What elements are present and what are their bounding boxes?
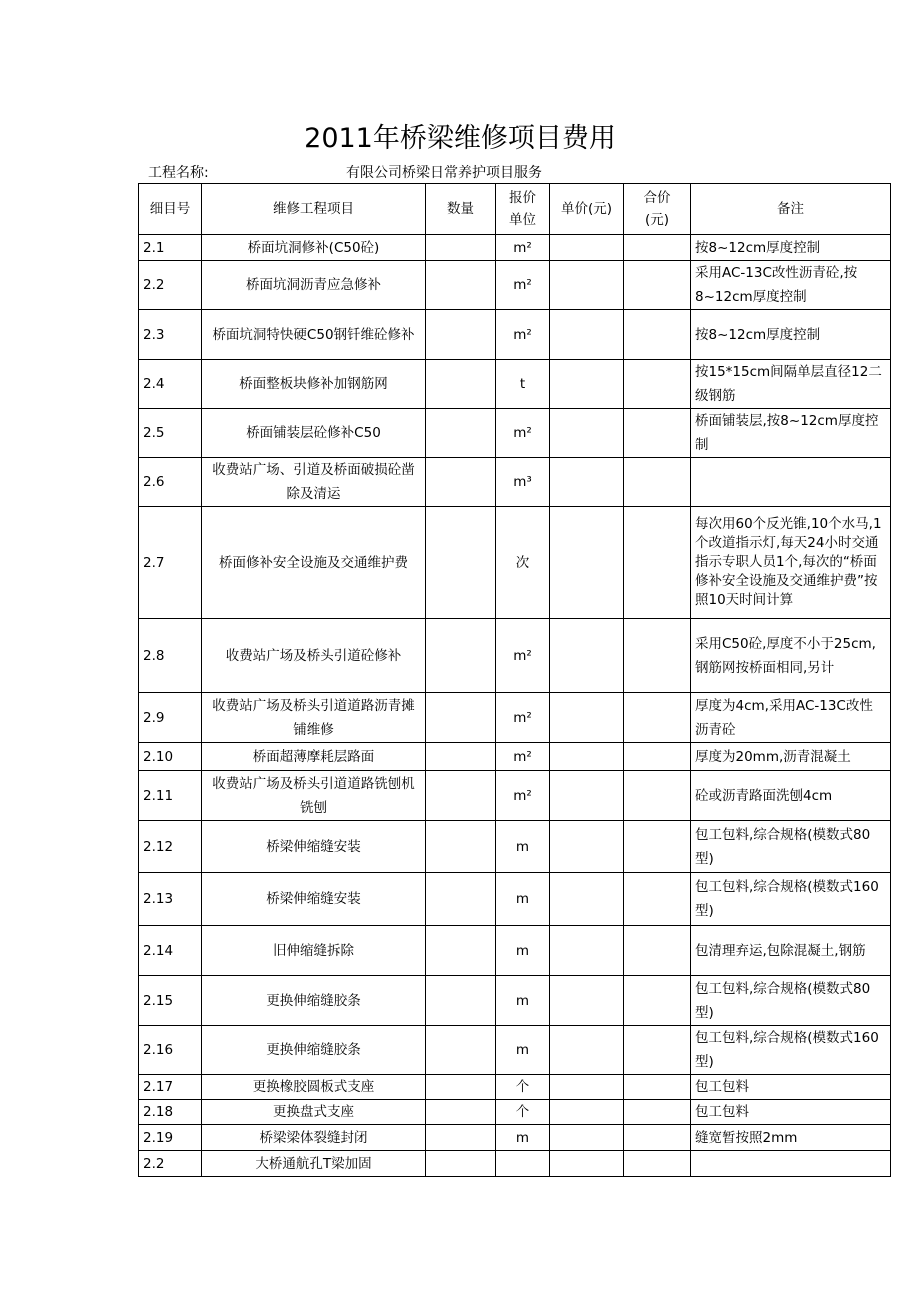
row-total	[624, 507, 691, 619]
header-unit-line1: 报价	[509, 190, 536, 206]
row-item: 收费站广场及桥头引道砼修补	[202, 619, 426, 693]
table-row	[139, 261, 891, 310]
row-note: 每次用60个反光锥,10个水马,1个改道指示灯,每天24小时交通指示专职人员1个,每次的“桥面修补安全设施及交通维护费”按照10天时间计算	[691, 507, 891, 619]
row-item: 收费站广场、引道及桥面破损砼凿除及清运	[202, 458, 426, 507]
row-id: 2.6	[139, 458, 202, 507]
row-item: 更换伸缩缝胶条	[202, 1026, 426, 1075]
table-row	[139, 771, 891, 821]
row-total	[624, 873, 691, 926]
row-id: 2.9	[139, 693, 202, 743]
row-price	[550, 771, 624, 821]
row-total	[624, 1125, 691, 1151]
row-price	[550, 1151, 624, 1177]
row-id: 2.4	[139, 360, 202, 409]
table-row	[139, 458, 891, 507]
row-unit: m	[496, 926, 550, 976]
row-qty	[426, 409, 496, 458]
row-qty	[426, 926, 496, 976]
header-unit-line2: 单位	[509, 212, 536, 228]
table-row	[139, 1026, 891, 1075]
row-note: 采用C50砼,厚度不小于25cm,钢筋网按桥面相同,另计	[691, 619, 891, 693]
table-row	[139, 1151, 891, 1177]
row-id: 2.16	[139, 1026, 202, 1075]
row-unit: m	[496, 1026, 550, 1075]
row-note: 包工包料	[691, 1100, 891, 1125]
header-price: 单价(元)	[550, 184, 624, 235]
row-item: 大桥通航孔T梁加固	[202, 1151, 426, 1177]
row-item: 桥面整板块修补加钢筋网	[202, 360, 426, 409]
row-id: 2.13	[139, 873, 202, 926]
row-total	[624, 310, 691, 360]
row-unit: 次	[496, 507, 550, 619]
row-note: 缝宽暂按照2mm	[691, 1125, 891, 1151]
row-qty	[426, 458, 496, 507]
cost-table	[138, 183, 891, 1177]
row-price	[550, 926, 624, 976]
row-item: 桥面超薄摩耗层路面	[202, 743, 426, 771]
row-note: 按8~12cm厚度控制	[691, 310, 891, 360]
row-item: 桥面铺装层砼修补C50	[202, 409, 426, 458]
row-total	[624, 976, 691, 1026]
row-unit: m²	[496, 693, 550, 743]
project-name-value: 有限公司桥梁日常养护项目服务	[346, 165, 542, 181]
row-qty	[426, 619, 496, 693]
row-price	[550, 235, 624, 261]
row-note: 包工包料,综合规格(模数式80型)	[691, 976, 891, 1026]
row-price	[550, 976, 624, 1026]
row-total	[624, 1100, 691, 1125]
row-price	[550, 409, 624, 458]
row-total	[624, 743, 691, 771]
row-qty	[426, 771, 496, 821]
table-row	[139, 976, 891, 1026]
table-row	[139, 1100, 891, 1125]
row-total	[624, 235, 691, 261]
header-id: 细目号	[139, 184, 202, 235]
row-total	[624, 409, 691, 458]
row-qty	[426, 1075, 496, 1100]
row-unit: m	[496, 976, 550, 1026]
page-title: 2011年桥梁维修项目费用	[304, 123, 616, 154]
row-item: 收费站广场及桥头引道道路铣刨机铣刨	[202, 771, 426, 821]
table-row	[139, 235, 891, 261]
row-qty	[426, 1026, 496, 1075]
row-unit: m²	[496, 261, 550, 310]
row-id: 2.2	[139, 261, 202, 310]
row-total	[624, 926, 691, 976]
row-unit: m²	[496, 310, 550, 360]
row-id: 2.17	[139, 1075, 202, 1100]
row-id: 2.8	[139, 619, 202, 693]
row-qty	[426, 1125, 496, 1151]
row-qty	[426, 873, 496, 926]
table-row	[139, 821, 891, 873]
row-id: 2.3	[139, 310, 202, 360]
header-qty: 数量	[426, 184, 496, 235]
row-id: 2.12	[139, 821, 202, 873]
row-item: 桥梁伸缩缝安装	[202, 873, 426, 926]
row-note: 包清理弃运,包除混凝土,钢筋	[691, 926, 891, 976]
table-row	[139, 926, 891, 976]
row-qty	[426, 1151, 496, 1177]
row-note: 厚度为20mm,沥青混凝土	[691, 743, 891, 771]
row-qty	[426, 976, 496, 1026]
row-total	[624, 693, 691, 743]
row-unit: t	[496, 360, 550, 409]
row-qty	[426, 310, 496, 360]
header-note: 备注	[691, 184, 891, 235]
row-unit: m²	[496, 771, 550, 821]
row-note: 按8~12cm厚度控制	[691, 235, 891, 261]
row-item: 桥面坑洞修补(C50砼)	[202, 235, 426, 261]
row-price	[550, 619, 624, 693]
row-price	[550, 458, 624, 507]
row-item: 桥梁伸缩缝安装	[202, 821, 426, 873]
row-note: 采用AC-13C改性沥青砼,按8~12cm厚度控制	[691, 261, 891, 310]
row-item: 更换橡胶圆板式支座	[202, 1075, 426, 1100]
row-note: 包工包料,综合规格(模数式160型)	[691, 1026, 891, 1075]
row-qty	[426, 360, 496, 409]
row-price	[550, 1125, 624, 1151]
row-price	[550, 1100, 624, 1125]
project-name-label: 工程名称:	[148, 165, 209, 181]
row-price	[550, 261, 624, 310]
row-total	[624, 619, 691, 693]
row-qty	[426, 1100, 496, 1125]
header-total-line1: 合价	[643, 190, 671, 206]
row-note: 包工包料	[691, 1075, 891, 1100]
header-item: 维修工程项目	[202, 184, 426, 235]
row-item: 桥面坑洞特快硬C50钢钎维砼修补	[202, 310, 426, 360]
header-total-line2: (元)	[644, 212, 670, 228]
row-total	[624, 1026, 691, 1075]
row-id: 2.5	[139, 409, 202, 458]
header-unit	[496, 184, 550, 235]
row-qty	[426, 743, 496, 771]
row-note: 厚度为4cm,采用AC-13C改性沥青砼	[691, 693, 891, 743]
row-price	[550, 1026, 624, 1075]
row-total	[624, 261, 691, 310]
table-row	[139, 693, 891, 743]
table-row	[139, 1075, 891, 1100]
row-unit: m²	[496, 619, 550, 693]
row-total	[624, 360, 691, 409]
row-price	[550, 360, 624, 409]
row-note: 包工包料,综合规格(模数式160型)	[691, 873, 891, 926]
table-row	[139, 507, 891, 619]
row-unit: m³	[496, 458, 550, 507]
row-qty	[426, 507, 496, 619]
row-item: 桥面坑洞沥青应急修补	[202, 261, 426, 310]
row-note: 桥面铺装层,按8~12cm厚度控制	[691, 409, 891, 458]
row-total	[624, 458, 691, 507]
row-id: 2.14	[139, 926, 202, 976]
row-item: 收费站广场及桥头引道道路沥青摊铺维修	[202, 693, 426, 743]
row-item: 更换盘式支座	[202, 1100, 426, 1125]
row-unit: m	[496, 821, 550, 873]
row-id: 2.18	[139, 1100, 202, 1125]
row-unit	[496, 1151, 550, 1177]
row-price	[550, 821, 624, 873]
row-unit: m	[496, 873, 550, 926]
row-price	[550, 693, 624, 743]
row-unit: m²	[496, 743, 550, 771]
row-unit: m²	[496, 235, 550, 261]
row-id: 2.11	[139, 771, 202, 821]
row-qty	[426, 821, 496, 873]
row-qty	[426, 235, 496, 261]
row-id: 2.2	[139, 1151, 202, 1177]
row-note: 包工包料,综合规格(模数式80型)	[691, 821, 891, 873]
row-price	[550, 873, 624, 926]
row-item: 桥梁梁体裂缝封闭	[202, 1125, 426, 1151]
row-note	[691, 1151, 891, 1177]
row-unit: 个	[496, 1075, 550, 1100]
table-row	[139, 619, 891, 693]
table-row	[139, 1125, 891, 1151]
table-row	[139, 873, 891, 926]
row-total	[624, 821, 691, 873]
row-id: 2.15	[139, 976, 202, 1026]
row-total	[624, 771, 691, 821]
row-qty	[426, 261, 496, 310]
row-item: 更换伸缩缝胶条	[202, 976, 426, 1026]
table-row	[139, 409, 891, 458]
table-row	[139, 310, 891, 360]
row-qty	[426, 693, 496, 743]
row-note: 按15*15cm间隔单层直径12二级钢筋	[691, 360, 891, 409]
row-unit: 个	[496, 1100, 550, 1125]
row-item: 桥面修补安全设施及交通维护费	[202, 507, 426, 619]
header-total	[624, 184, 691, 235]
table-header-row	[139, 184, 891, 235]
row-note	[691, 458, 891, 507]
row-price	[550, 743, 624, 771]
row-price	[550, 507, 624, 619]
row-unit: m²	[496, 409, 550, 458]
row-price	[550, 1075, 624, 1100]
row-id: 2.7	[139, 507, 202, 619]
table-row	[139, 360, 891, 409]
row-item: 旧伸缩缝拆除	[202, 926, 426, 976]
row-unit: m	[496, 1125, 550, 1151]
row-id: 2.19	[139, 1125, 202, 1151]
row-id: 2.1	[139, 235, 202, 261]
row-id: 2.10	[139, 743, 202, 771]
row-note: 砼或沥青路面洗刨4cm	[691, 771, 891, 821]
row-price	[550, 310, 624, 360]
table-row	[139, 743, 891, 771]
row-total	[624, 1075, 691, 1100]
row-total	[624, 1151, 691, 1177]
